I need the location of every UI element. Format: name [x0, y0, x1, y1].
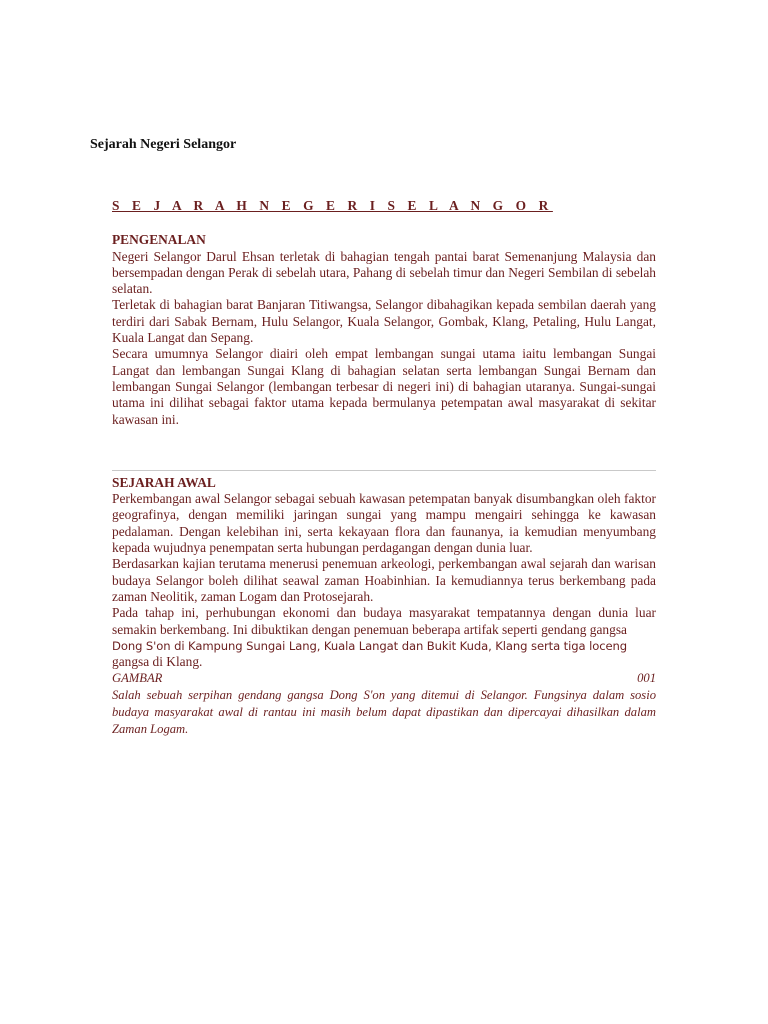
figure-number: 001 — [637, 671, 656, 686]
section-divider — [112, 470, 656, 471]
figure-label-row — [112, 670, 656, 686]
early-history-paragraph-end: gangsa di Klang. — [112, 654, 203, 670]
intro-paragraph-3: Secara umumnya Selangor diairi oleh empat lembangan sungai utama iaitu lembangan Sungai Langat dan lembangan Sungai Klang di bahagian selatan serta lembangan Sungai Bernam dan lembangan Sungai Selangor (lembangan terbesar di negeri ini) di bahagian utaranya. Sungai-sungai utama ini dilihat sebagai faktor utama kepada bermulanya petempatan awal masyarakat di sekitar kawasan ini. — [112, 346, 656, 427]
intro-paragraph-1: Negeri Selangor Darul Ehsan terletak di bahagian tengah pantai barat Semenanjung Malaysia dan bersempadan dengan Perak di sebelah utara, Pahang di sebelah timur dan Negeri Sembilan di sebelah selatan. — [112, 248, 656, 297]
early-history-artifact-line: Dong S'on di Kampung Sungai Lang, Kuala Langat dan Bukit Kuda, Klang serta tiga loceng — [112, 638, 628, 653]
early-history-paragraph-3: Pada tahap ini, perhubungan ekonomi dan budaya masyarakat tempatannya dengan dunia luar semakin berkembang. Ini dibuktikan dengan penemuan beberapa artifak seperti gendang gangsa — [112, 605, 656, 637]
early-history-paragraph-1: Perkembangan awal Selangor sebagai sebuah kawasan petempatan banyak disumbangkan oleh faktor geografinya, dengan memiliki jaringan sungai yang mampu mengairi sehingga ke kawasan pedalaman. Dengan kelebihan ini, serta kekayaan flora dan faunanya, ia kemudian menyumbang kepada wujudnya penempatan serta hubungan perdagangan dengan dunia luar. — [112, 491, 656, 556]
section-heading-pengenalan: PENGENALAN — [112, 232, 206, 248]
figure-caption: Salah sebuah serpihan gendang gangsa Dong S'on yang ditemui di Selangor. Fungsinya dalam sosio budaya masyarakat awal di rantau ini masih belum dapat dipastikan dan dipercayai dihasilkan dalam Zaman Logam. — [112, 687, 656, 736]
document-title: Sejarah Negeri Selangor — [90, 137, 237, 152]
main-heading: S E J A R A H N E G E R I S E L A N G O R — [112, 198, 553, 213]
figure-label: GAMBAR — [112, 671, 163, 686]
early-history-paragraph-2: Berdasarkan kajian terutama menerusi penemuan arkeologi, perkembangan awal sejarah dan warisan budaya Selangor boleh dilihat seawal zaman Hoabinhian. Ia kemudiannya terus berkembang pada zaman Neolitik, zaman Logam dan Protosejarah. — [112, 556, 656, 604]
section-heading-sejarah-awal: SEJARAH AWAL — [112, 474, 216, 490]
article-body — [112, 198, 656, 738]
intro-paragraph-2: Terletak di bahagian barat Banjaran Titiwangsa, Selangor dibahagikan kepada sembilan daerah yang terdiri dari Sabak Bernam, Hulu Selangor, Kuala Selangor, Gombak, Klang, Petaling, Hulu Langat, Kuala Langat dan Sepang. — [112, 297, 656, 346]
